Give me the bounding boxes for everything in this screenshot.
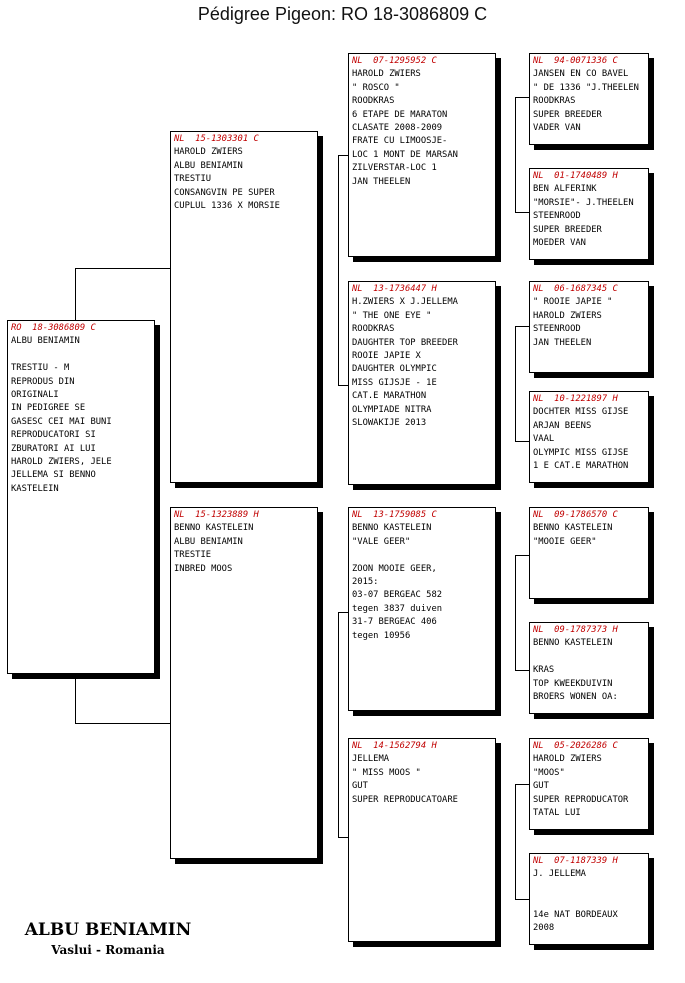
pigeon-card-sire-sire-dam[interactable] xyxy=(529,168,649,260)
ring-number: NL 15-1303301 C xyxy=(174,134,259,144)
pigeon-info-line: ZOON MOOIE GEER, xyxy=(352,563,437,574)
pigeon-info-line: KRAS xyxy=(533,665,555,676)
pigeon-card-sire-sire-sire[interactable] xyxy=(529,53,649,145)
pigeon-info-line: J. JELLEMA xyxy=(533,869,586,880)
connector-dam-vertical xyxy=(338,612,339,838)
pigeon-info-line: BENNO KASTELEIN xyxy=(533,523,613,534)
breeder-name: ALBU BENIAMIN xyxy=(24,920,192,940)
pigeon-card-dam-dam-dam[interactable] xyxy=(529,853,649,945)
pigeon-info-line: " ROSCO " xyxy=(352,82,400,93)
pigeon-info-line: " MISS MOOS " xyxy=(352,767,421,778)
pigeon-info-line: ROODKRAS xyxy=(352,324,395,335)
pigeon-info-line: " ROOIE JAPIE " xyxy=(533,297,613,308)
breeder-location: Vaslui - Romania xyxy=(51,943,165,957)
pigeon-info-line: 2015: xyxy=(352,577,379,588)
pigeon-info-line: REPRODUS DIN xyxy=(11,376,75,387)
connector-to-sire xyxy=(75,268,172,269)
pigeon-info-line: TOP KWEEKDUIVIN xyxy=(533,678,613,689)
pigeon-info-line: OLYMPIC MISS GIJSE xyxy=(533,447,629,458)
pigeon-info-line: tegen 10956 xyxy=(352,630,411,641)
connector-to-ddd xyxy=(515,899,530,900)
pigeon-info-line: MISS GIJSJE - 1E xyxy=(352,377,437,388)
pigeon-info-line: TRESTIU xyxy=(174,174,212,185)
ring-number: NL 07-1187339 H xyxy=(533,856,618,866)
pigeon-info-line: LOC 1 MONT DE MARSAN xyxy=(352,149,458,160)
pigeon-info-line: JANSEN EN CO BAVEL xyxy=(533,69,629,80)
pigeon-card-dam-dam[interactable] xyxy=(348,738,496,942)
pigeon-info-line: CUPLUL 1336 X MORSIE xyxy=(174,201,280,212)
pigeon-info-line: TRESTIU - M xyxy=(11,363,70,374)
ring-number: NL 14-1562794 H xyxy=(352,741,437,751)
pigeon-info-line: BENNO KASTELEIN xyxy=(533,638,613,649)
pigeon-info-line: ROODKRAS xyxy=(352,96,395,107)
pigeon-card-dam-sire-dam[interactable] xyxy=(529,622,649,714)
pigeon-info-line: SLOWAKIJE 2013 xyxy=(352,418,427,429)
pigeon-info-line: 2008 xyxy=(533,923,555,933)
pigeon-info-line: GUT xyxy=(533,781,549,792)
pigeon-info-line: BENNO KASTELEIN xyxy=(174,523,254,534)
connector-to-dds xyxy=(515,784,530,785)
pigeon-info-line: CAT.E MARATHON xyxy=(352,391,427,402)
pigeon-info-line: HAROLD ZWIERS xyxy=(352,69,421,80)
pigeon-info-line: ZBURATORI AI LUI xyxy=(11,443,96,454)
pigeon-info-line: " DE 1336 "J.THEELEN xyxy=(533,82,639,93)
pigeon-info-line: BROERS WONEN OA: xyxy=(533,692,618,703)
pigeon-info-line: OLYMPIADE NITRA xyxy=(352,404,432,415)
pigeon-card-dam-sire-sire[interactable] xyxy=(529,507,649,599)
ring-number: NL 09-1787373 H xyxy=(533,625,618,635)
connector-to-ssd xyxy=(515,212,530,213)
pigeon-info-line: HAROLD ZWIERS xyxy=(533,310,602,321)
ring-number: NL 13-1759085 C xyxy=(352,510,437,520)
pigeon-info-line: VAAL xyxy=(533,434,555,445)
pigeon-info-line: TRESTIE xyxy=(174,550,212,561)
pigeon-info-line: DAUGHTER OLYMPIC xyxy=(352,364,437,375)
pigeon-info-line: JAN THEELEN xyxy=(352,176,411,187)
pigeon-info-line: SUPER BREEDER xyxy=(533,224,602,235)
ring-number: NL 10-1221897 H xyxy=(533,394,618,404)
pigeon-info-line xyxy=(533,882,645,895)
pigeon-info-line: DAUGHTER TOP BREEDER xyxy=(352,337,458,348)
connector-to-sdd xyxy=(515,441,530,442)
pigeon-info-line: "VALE GEER" xyxy=(352,536,411,547)
pigeon-info-line xyxy=(352,549,492,562)
pigeon-info-line xyxy=(533,651,645,664)
connector-dd-vertical xyxy=(515,784,516,900)
pigeon-info-line: 6 ETAPE DE MARATON xyxy=(352,109,448,120)
pigeon-info-line: INBRED MOOS xyxy=(174,563,233,574)
pigeon-info-line: JELLEMA SI BENNO xyxy=(11,470,96,481)
ring-number: NL 09-1786570 C xyxy=(533,510,618,520)
pigeon-info-line: HAROLD ZWIERS, JELE xyxy=(11,457,112,468)
pigeon-info-line: "MOOS" xyxy=(533,767,565,778)
pigeon-info-line: 14e NAT BORDEAUX xyxy=(533,909,618,920)
pigeon-info-line: VADER VAN xyxy=(533,123,581,134)
connector-ds-vertical xyxy=(515,555,516,671)
pigeon-info-line: HAROLD ZWIERS xyxy=(533,754,602,765)
pigeon-info-line: DOCHTER MISS GIJSE xyxy=(533,407,629,418)
pigeon-info-line xyxy=(533,895,645,908)
pigeon-info-line: REPRODUCATORI SI xyxy=(11,430,96,441)
pigeon-info-line: ROOIE JAPIE X xyxy=(352,351,421,362)
pigeon-card-dam[interactable] xyxy=(170,507,318,859)
connector-sd-vertical xyxy=(515,326,516,442)
pigeon-card-dam-dam-sire[interactable] xyxy=(529,738,649,830)
connector-to-sss xyxy=(515,97,530,98)
pigeon-info-line: H.ZWIERS X J.JELLEMA xyxy=(352,297,458,308)
pigeon-info-line: ALBU BENIAMIN xyxy=(11,336,80,347)
pigeon-info-line: STEENROOD xyxy=(533,324,581,335)
pigeon-card-sire[interactable] xyxy=(170,131,318,483)
connector-to-dam xyxy=(75,723,172,724)
pigeon-card-sire-sire[interactable] xyxy=(348,53,496,257)
pigeon-info-line: MOEDER VAN xyxy=(533,238,586,249)
pigeon-card-sire-dam-dam[interactable] xyxy=(529,391,649,483)
pigeon-card-subject[interactable] xyxy=(7,320,155,674)
pigeon-info-line: GUT xyxy=(352,781,368,792)
ring-number: NL 07-1295952 C xyxy=(352,56,437,66)
connector-to-dss xyxy=(515,555,530,556)
pigeon-info-line: BENNO KASTELEIN xyxy=(352,523,432,534)
pigeon-info-line: SUPER REPRODUCATOR xyxy=(533,794,629,805)
pigeon-info-line: 31-7 BERGEAC 406 xyxy=(352,617,437,628)
connector-ss-vertical xyxy=(515,97,516,213)
pigeon-info-line: JAN THEELEN xyxy=(533,337,592,348)
pigeon-info-line: KASTELEIN xyxy=(11,483,59,494)
connector-to-dsd xyxy=(515,670,530,671)
pigeon-card-sire-dam-sire[interactable] xyxy=(529,281,649,373)
pigeon-card-sire-dam[interactable] xyxy=(348,281,496,485)
ring-number: NL 15-1323889 H xyxy=(174,510,259,520)
ring-number: RO 18-3086809 C xyxy=(11,323,96,333)
pigeon-info-line: 1 E CAT.E MARATHON xyxy=(533,461,629,472)
pigeon-info-line: GASESC CEI MAI BUNI xyxy=(11,416,112,427)
pigeon-info-line: IN PEDIGREE SE xyxy=(11,403,86,414)
pigeon-info-line: tegen 3837 duiven xyxy=(352,603,443,614)
ring-number: NL 13-1736447 H xyxy=(352,284,437,294)
pigeon-info-line: ALBU BENIAMIN xyxy=(174,160,243,171)
pigeon-info-line: BEN ALFERINK xyxy=(533,184,597,195)
pigeon-info-line: "MORSIE"- J.THEELEN xyxy=(533,197,634,208)
ring-number: NL 05-2026286 C xyxy=(533,741,618,751)
ring-number: NL 06-1687345 C xyxy=(533,284,618,294)
ring-number: NL 94-0071336 C xyxy=(533,56,618,66)
pigeon-info-line: SUPER BREEDER xyxy=(533,109,602,120)
page-title: Pédigree Pigeon: RO 18-3086809 C xyxy=(197,4,488,24)
pigeon-info-line: ALBU BENIAMIN xyxy=(174,536,243,547)
pigeon-info-line: 03-07 BERGEAC 582 xyxy=(352,590,443,601)
pigeon-info-line: JELLEMA xyxy=(352,754,390,765)
pigeon-info-line: " THE ONE EYE " xyxy=(352,310,432,321)
pigeon-info-line: HAROLD ZWIERS xyxy=(174,147,243,158)
pigeon-info-line: FRATE CU LIMOOSJE- xyxy=(352,136,448,147)
pigeon-info-line xyxy=(11,349,151,362)
pigeon-info-line: ROODKRAS xyxy=(533,96,576,107)
pigeon-info-line: "MOOIE GEER" xyxy=(533,536,597,547)
pigeon-card-dam-sire[interactable] xyxy=(348,507,496,711)
connector-sire-vertical xyxy=(338,155,339,385)
pigeon-info-line: CONSANGVIN PE SUPER xyxy=(174,187,275,198)
ring-number: NL 01-1740489 H xyxy=(533,171,618,181)
pigeon-info-line: STEENROOD xyxy=(533,211,581,222)
connector-to-sds xyxy=(515,326,530,327)
pigeon-info-line: ARJAN BEENS xyxy=(533,420,592,431)
pigeon-info-line: CLASATE 2008-2009 xyxy=(352,123,443,134)
pigeon-info-line: ZILVERSTAR-LOC 1 xyxy=(352,163,437,174)
pigeon-info-line: SUPER REPRODUCATOARE xyxy=(352,794,458,805)
pigeon-info-line: TATAL LUI xyxy=(533,808,581,819)
pigeon-info-line: ORIGINALI xyxy=(11,390,59,401)
